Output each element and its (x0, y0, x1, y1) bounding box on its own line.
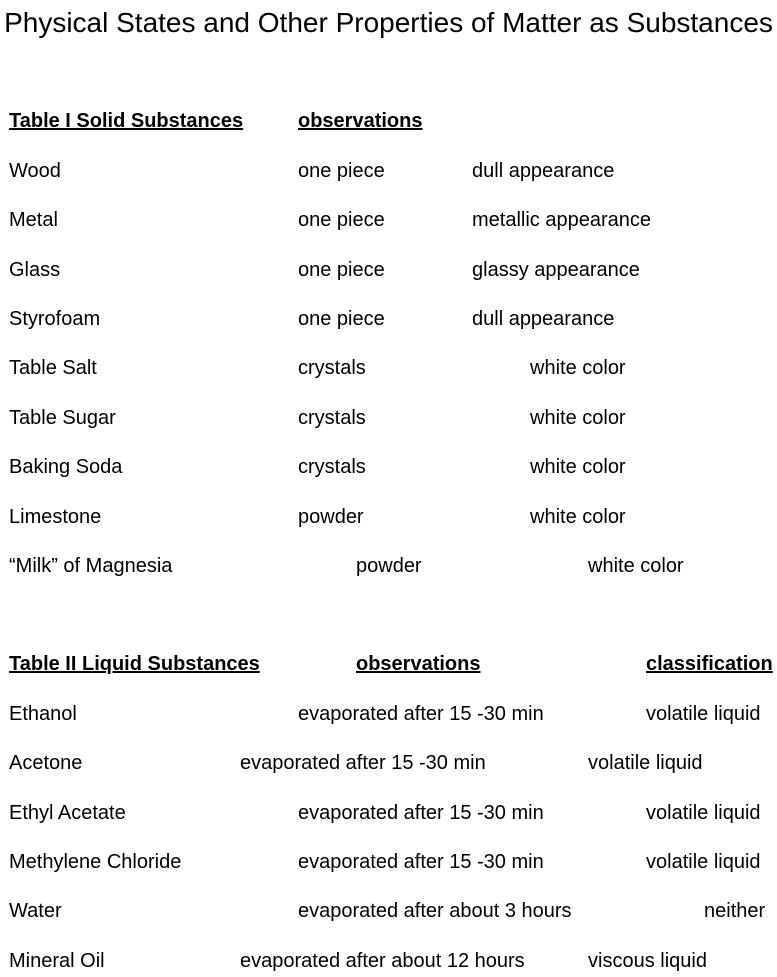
substance-name: Acetone (9, 752, 83, 774)
table-2-observations-header: observations (356, 653, 481, 675)
evaporation-observation: evaporated after about 12 hours (240, 950, 525, 972)
classification: volatile liquid (646, 851, 761, 873)
substance-name: “Milk” of Magnesia (9, 555, 173, 577)
substance-name: Ethyl Acetate (9, 802, 126, 824)
substance-name: Methylene Chloride (9, 851, 182, 873)
substance-name: Wood (9, 160, 61, 182)
property-observation: white color (530, 407, 626, 429)
classification: volatile liquid (588, 752, 703, 774)
page-title: Physical States and Other Properties of Matter as Substances (4, 7, 773, 38)
evaporation-observation: evaporated after about 3 hours (298, 900, 572, 922)
substance-name: Metal (9, 209, 58, 231)
property-observation: white color (530, 456, 626, 478)
substance-name: Glass (9, 259, 61, 281)
table-1-title: Table I Solid Substances (9, 110, 244, 132)
table-1-observations-header: observations (298, 110, 423, 132)
property-observation: white color (588, 555, 684, 577)
substance-name: Water (9, 900, 62, 922)
table-2-classification-header: classification (646, 653, 773, 675)
property-observation: glassy appearance (472, 259, 640, 281)
evaporation-observation: evaporated after 15 -30 min (298, 802, 544, 824)
state-observation: crystals (298, 456, 366, 478)
property-observation: metallic appearance (472, 209, 651, 231)
classification: volatile liquid (646, 703, 761, 725)
substance-name: Table Sugar (9, 407, 116, 429)
substance-name: Table Salt (9, 357, 97, 379)
state-observation: powder (298, 506, 364, 528)
table-2-title: Table II Liquid Substances (9, 653, 260, 675)
classification: viscous liquid (588, 950, 707, 972)
evaporation-observation: evaporated after 15 -30 min (298, 703, 544, 725)
classification: neither (704, 900, 766, 922)
classification: volatile liquid (646, 802, 761, 824)
state-observation: one piece (298, 160, 385, 182)
substance-name: Limestone (9, 506, 102, 528)
evaporation-observation: evaporated after 15 -30 min (240, 752, 486, 774)
property-observation: dull appearance (472, 308, 615, 330)
property-observation: white color (530, 506, 626, 528)
state-observation: one piece (298, 308, 385, 330)
substance-name: Mineral Oil (9, 950, 105, 972)
property-observation: white color (530, 357, 626, 379)
property-observation: dull appearance (472, 160, 615, 182)
evaporation-observation: evaporated after 15 -30 min (298, 851, 544, 873)
state-observation: crystals (298, 357, 366, 379)
state-observation: powder (356, 555, 422, 577)
state-observation: crystals (298, 407, 366, 429)
state-observation: one piece (298, 209, 385, 231)
substance-name: Baking Soda (9, 456, 123, 478)
state-observation: one piece (298, 259, 385, 281)
substance-name: Ethanol (9, 703, 77, 725)
substance-name: Styrofoam (9, 308, 101, 330)
